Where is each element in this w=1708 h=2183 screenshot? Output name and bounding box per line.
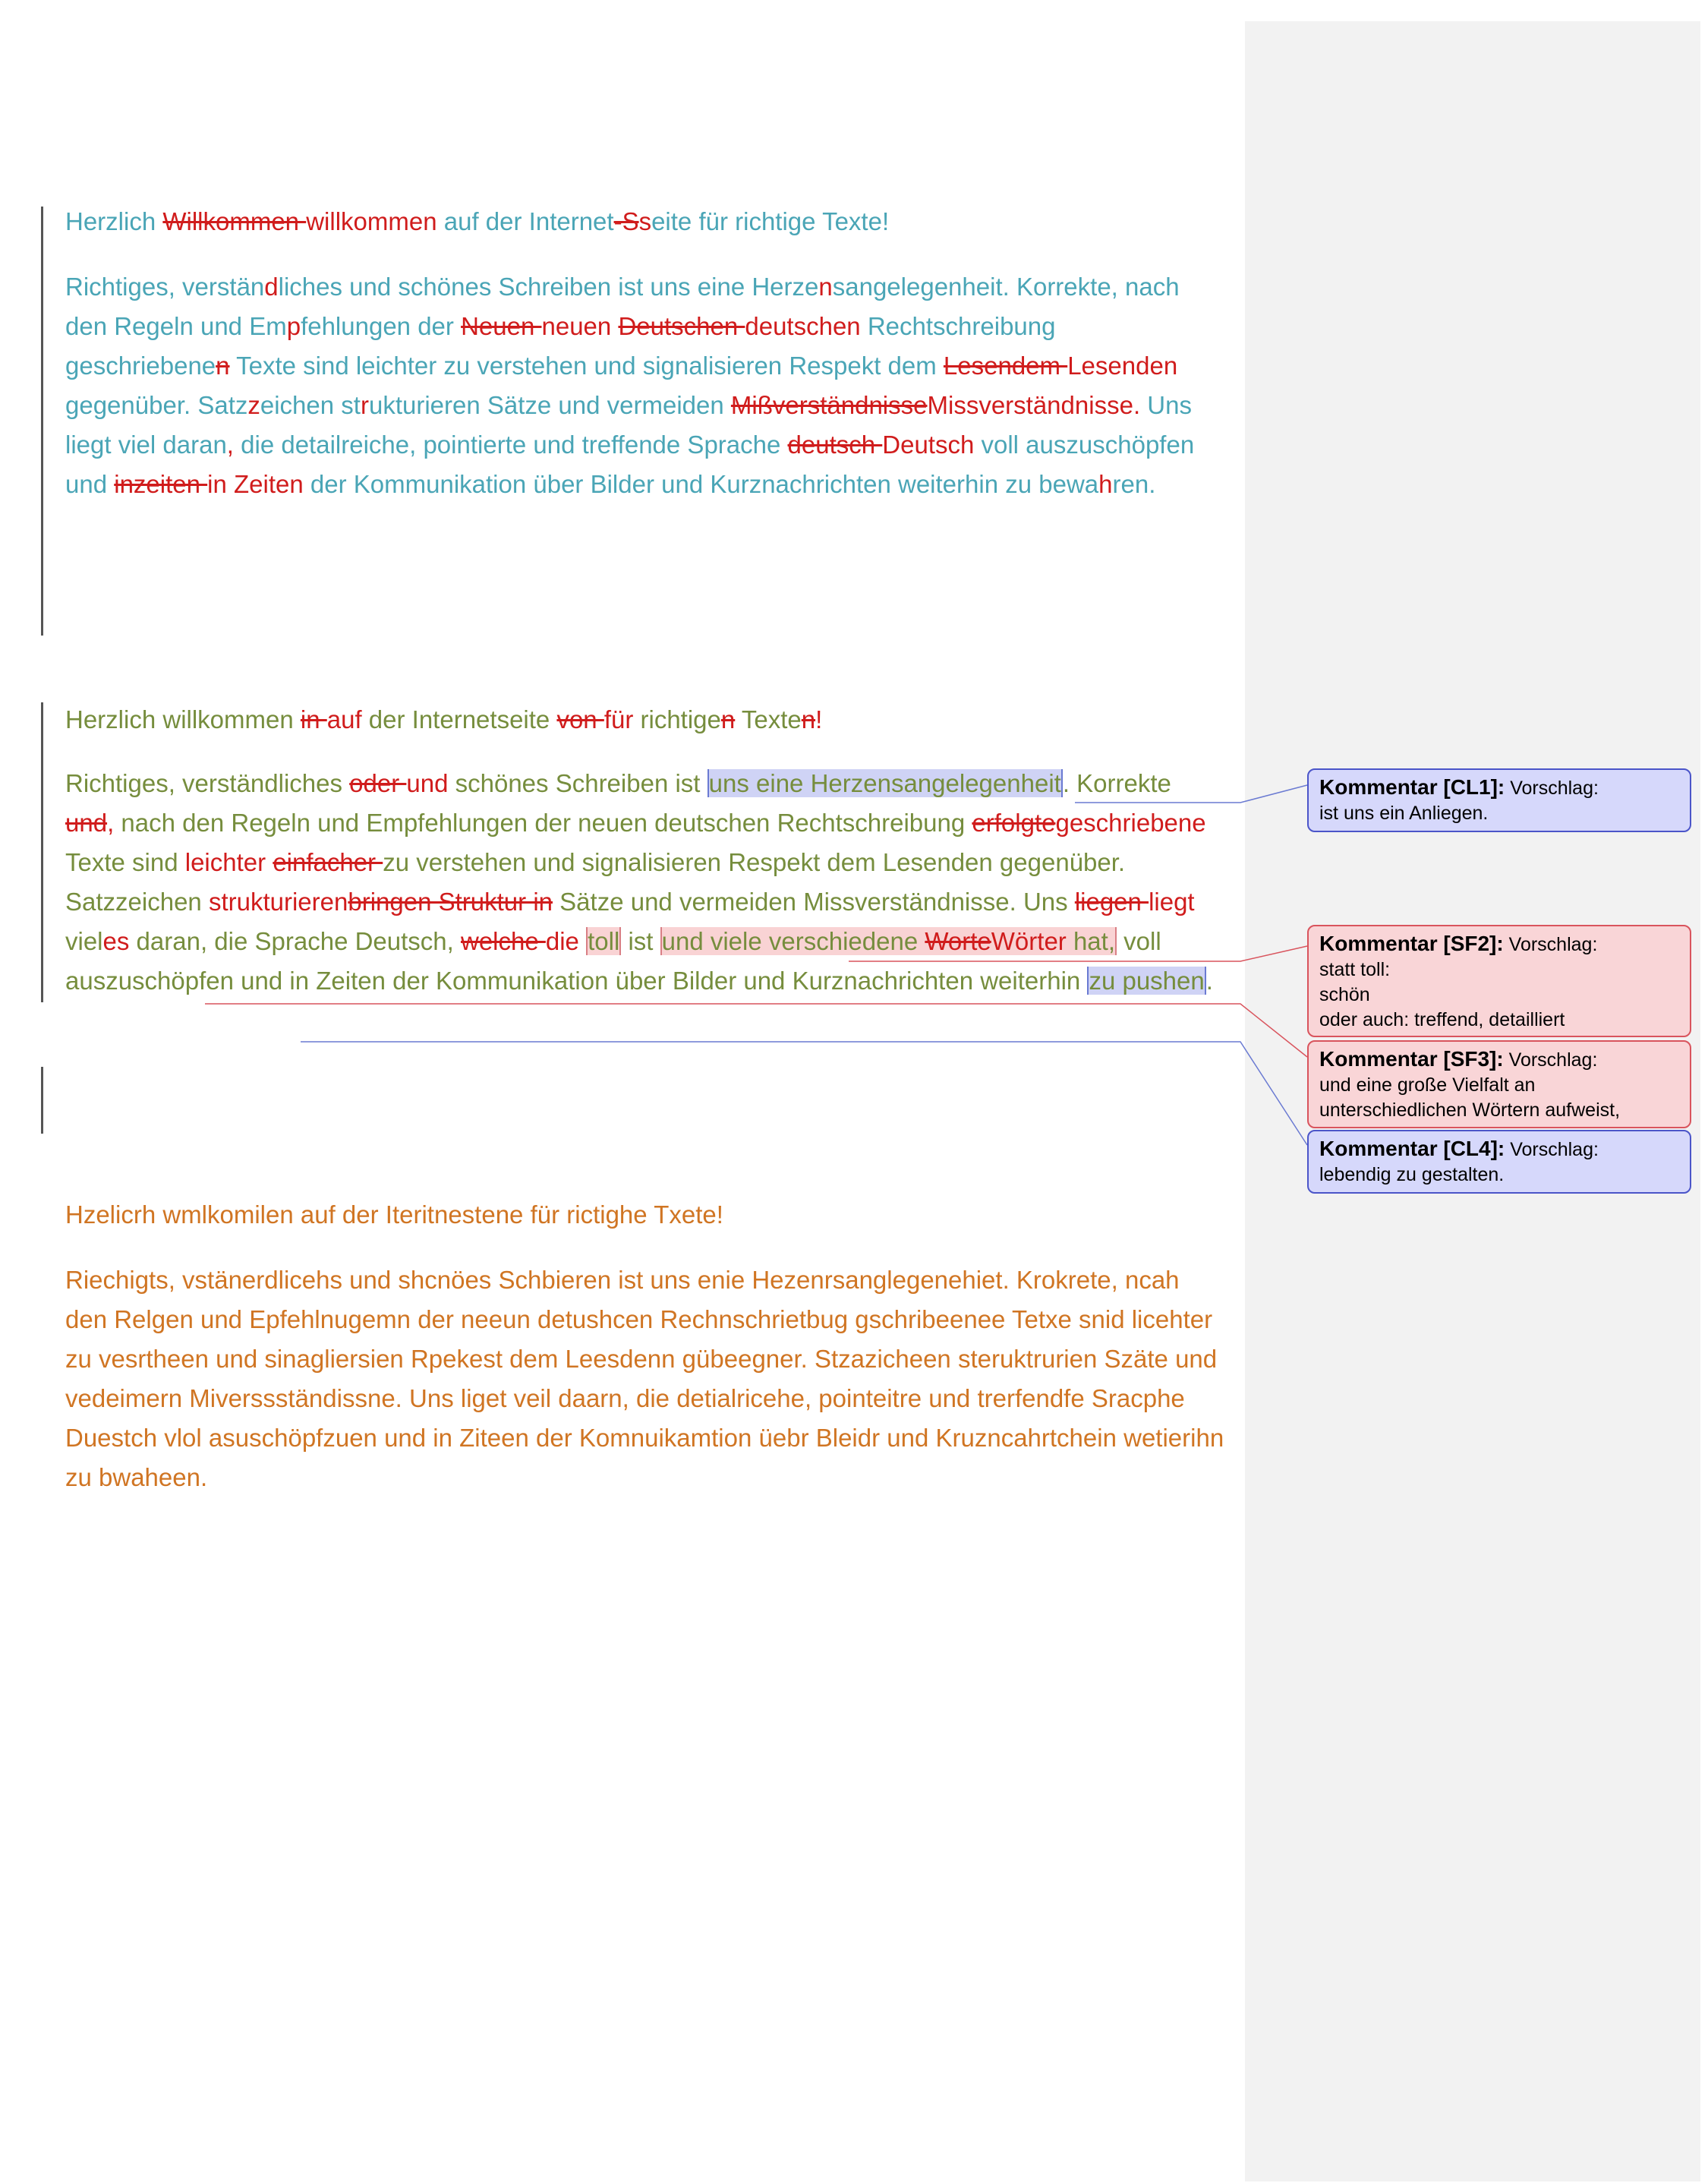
comment-anchor-sf3[interactable] [660,927,1117,955]
text-run: Texte [735,705,802,733]
deleted-text: von [556,705,604,733]
text-run: schönes Schreiben ist [448,769,707,797]
inserted-text: deutschen [745,312,861,340]
section2-title [65,700,1227,740]
inserted-text: , [226,431,234,459]
text-run: Richtiges, verständliches [65,769,350,797]
inserted-text: ! [815,705,823,733]
deleted-text: welche [460,927,546,955]
inserted-text: es [102,927,130,955]
deleted-text: erfolgte [972,809,1056,837]
inserted-text: z [247,391,260,419]
comment-text: oder auch: treffend, detailliert [1319,1009,1565,1030]
deleted-text: bringen Struktur in [348,888,553,916]
text-run: richtige [633,705,721,733]
comment-text: Vorschlag: [1510,1139,1599,1160]
deleted-text: n [720,705,736,733]
deleted-text: Willkommen [162,207,307,235]
text-run: zu verstehen und signalisieren Respekt dem Lesenden gegenüber. Satzzeichen [65,848,1126,916]
text-run: voll auszuschöpfen und in Zeiten der Kommunikation über Bilder und Kurznachrichten weiterhin [65,927,1161,995]
section3-title: Hzelicrh wmlkomilen auf der Iteritnestene für rictighe Txete! [65,1200,723,1229]
change-bar [41,207,43,636]
inserted-text: Missverständnisse [927,391,1133,419]
comment-anchor-cl1[interactable]: uns eine Herzensangelegenheit [708,769,1061,797]
deleted-text: Deutschen [618,312,745,340]
text-run: die detailreiche, pointierte und treffende Sprache [233,431,788,459]
section1-body [65,267,1227,504]
comment-text: statt toll: [1319,959,1391,980]
deleted-text: Worte [925,927,991,955]
inserted-text: Deutsch [882,431,975,459]
comment-text: unterschiedlichen Wörtern aufweist, [1319,1099,1621,1121]
section3-body: Riechigts, vstänerdlicehs und shcnöes Schbieren ist uns enie Hezenrsanglegenehiet. Krokrete, ncah den Relgen und Epfehlnugemn der neeun detushcen Rechnschrietbug gschribeenee Tetxe snid licehter zu vesrtheen und sinagliersien Rpekest dem Leesdenn gübeegner. Stzazicheen steruktrurien Szäte und vedeimern Miverssständissne. Uns liget veil daarn, die detialricehe, pointeitre und trerfendfe Sracphe Duestch vlol asuschöpfzuen und in Ziteen der Komnuikamtion üebr Bleidr und Kruzncahrtchein wetierihn zu bwaheen. [65,1266,1224,1491]
inserted-text: und [406,769,449,797]
comment-text: Vorschlag: [1508,1049,1598,1071]
comment-sf3[interactable] [1307,1040,1691,1128]
comment-text: Vorschlag: [1510,778,1599,799]
comment-header: Kommentar [CL4]: [1319,1137,1505,1160]
text-run: ren. [1112,470,1156,498]
inserted-text: die [545,927,587,955]
comment-text: schön [1319,984,1370,1005]
inserted-text: für [603,705,634,733]
inserted-text: , [107,809,115,837]
deleted-text: und [65,809,108,837]
comment-anchor-cl4[interactable]: zu pushen [1089,967,1205,995]
inserted-text: liegt [1149,888,1195,916]
deleted-text: n [216,352,230,380]
comment-text: lebendig zu gestalten. [1319,1164,1505,1185]
text-run: voll auszuschöpfen und [65,431,1195,498]
text-run: Uns liegt viel daran [65,391,1192,459]
text-run: . Korrekte [1062,769,1171,797]
text-run: auf der Internet [436,207,614,235]
leader-line-sf3 [205,1004,1307,1057]
comment-text: Vorschlag: [1508,934,1598,955]
inserted-text: willkommen [306,207,437,235]
text-run: Herzlich [65,207,163,235]
text-run: nach den Regeln und Empfehlungen der neuen deutschen Rechtschreibung [114,809,972,837]
section1-title [65,202,1227,241]
text-run: . [1205,967,1213,995]
inserted-text: r [360,391,369,419]
inserted-text: d [264,273,279,301]
text-run: daran, die Sprache Deutsch, [129,927,461,955]
inserted-text: h [1098,470,1113,498]
deleted-text: Neuen [461,312,542,340]
deleted-text: Mißverständnisse [730,391,928,419]
comment-header: Kommentar [SF3]: [1319,1047,1504,1071]
text-run: der Kommunikation über Bilder und Kurznachrichten weiterhin zu bewa [303,470,1099,498]
comment-text: und eine große Vielfalt an [1319,1074,1536,1096]
deleted-text: oder [349,769,407,797]
comment-anchor-sf2[interactable]: toll [588,927,620,955]
inserted-text: in Zeiten [207,470,304,498]
inserted-text: geschriebene [1055,809,1206,837]
text-run: hat, [1066,927,1115,955]
inserted-text: p [286,312,301,340]
text-run: viel [65,927,103,955]
text-run: eite für richtige Texte! [651,207,890,235]
text-run: Rechtschreibung geschriebene [65,312,1056,380]
text-run: Herzlich willkommen [65,705,301,733]
deleted-text: liegen [1074,888,1149,916]
text-run: liches und schönes Schreiben ist uns eine Herze [278,273,819,301]
text-run: sangelegenheit. Korrekte, nach den Regeln und Em [65,273,1180,340]
text-run: ukturieren Sätze und vermeiden [368,391,731,419]
inserted-text: s [638,207,652,235]
text-run: Texte sind leichter zu verstehen und signalisieren Respekt dem [229,352,944,380]
deleted-text: in [300,705,327,733]
deleted-text: Lesendem [943,352,1068,380]
text-run: und viele verschiedene [661,927,925,955]
inserted-text: neuen [541,312,619,340]
deleted-text: inzeiten [114,470,208,498]
change-bar [41,702,43,1002]
text-run: fehlungen der [301,312,462,340]
inserted-text: n [818,273,833,301]
comment-text: ist uns ein Anliegen. [1319,803,1489,824]
text-run: ist [621,927,660,955]
change-bar [41,1067,43,1134]
section2-body [65,764,1227,1001]
comment-header: Kommentar [SF2]: [1319,932,1504,955]
text-run: gegenüber. Satz [65,391,248,419]
leader-line-cl4 [301,1042,1307,1145]
text-run: der Internetseite [361,705,557,733]
text-run: Sätze und vermeiden Missverständnisse. Uns [553,888,1075,916]
text-run [266,848,273,876]
deleted-text: -S [613,207,639,235]
inserted-text: strukturieren [208,888,348,916]
text-run: Richtiges, verstän [65,273,265,301]
comment-cl1[interactable] [1307,768,1691,832]
deleted-text: deutsch [787,431,883,459]
inserted-text: leichter [184,848,266,876]
comment-header: Kommentar [CL1]: [1319,775,1505,799]
comment-sf2[interactable] [1307,925,1691,1037]
inserted-text: . [1133,391,1141,419]
text-run: eichen st [260,391,361,419]
comment-cl4[interactable] [1307,1130,1691,1194]
inserted-text: auf [326,705,362,733]
inserted-text: Lesenden [1067,352,1178,380]
deleted-text: n [801,705,816,733]
deleted-text: einfacher [273,848,383,876]
text-run: Texte sind [65,848,185,876]
inserted-text: Wörter [991,927,1067,955]
